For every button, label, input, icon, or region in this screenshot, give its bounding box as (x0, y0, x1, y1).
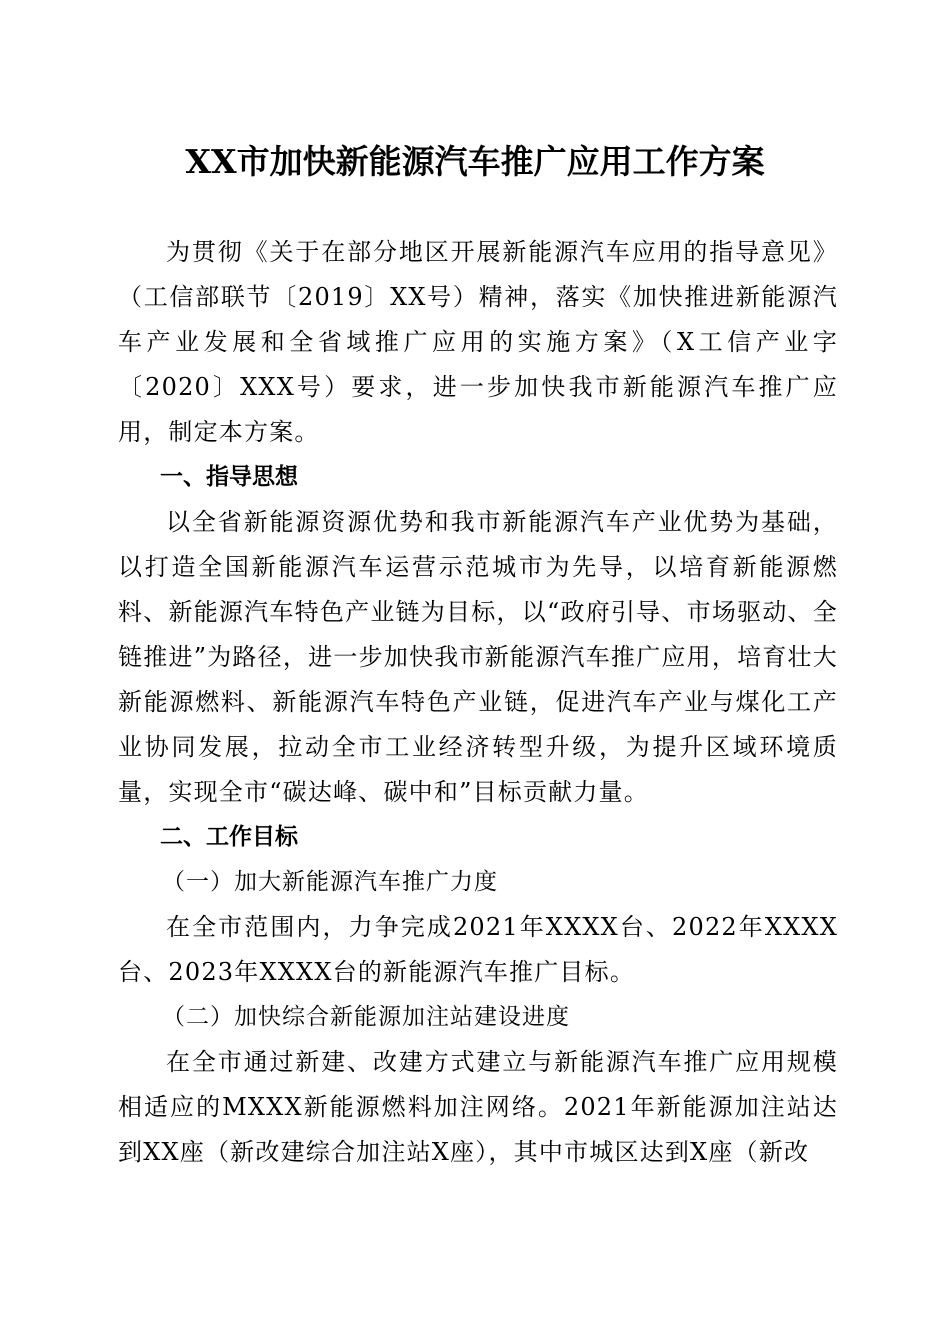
document-title: XX市加快新能源汽车推广应用工作方案 (185, 142, 765, 181)
section-heading-work-goals: 二、工作目标 (160, 824, 298, 850)
section-heading-guiding-ideology: 一、指导思想 (160, 464, 298, 490)
promotion-effort-paragraph: 在全市范围内，力争完成2021年XXXX台、2022年XXXX台、2023年XXXX台的新能源汽车推广目标。 (118, 913, 838, 986)
intro-paragraph: 为贯彻《关于在部分地区开展新能源汽车应用的指导意见》（工信部联节〔2019〕XX号）精神，落实《加快推进新能源汽车产业发展和全省域推广应用的实施方案》（X工信产业字〔2020〕XXX号）要求，进一步加快我市新能源汽车推广应用，制定本方案。 (118, 238, 838, 446)
document-body (118, 230, 838, 1175)
subheading-station-construction: （二）加快综合新能源加注站建设进度 (162, 1004, 570, 1030)
subheading-promotion-effort: （一）加大新能源汽车推广力度 (162, 869, 498, 895)
guiding-ideology-paragraph: 以全省新能源资源优势和我市新能源汽车产业优势为基础，以打造全国新能源汽车运营示范城市为先导，以培育新能源燃料、新能源汽车特色产业链为目标，以“政府引导、市场驱动、全链推进”为路径，进一步加快我市新能源汽车推广应用，培育壮大新能源燃料、新能源汽车特色产业链，促进汽车产业与煤化工产业协同发展，拉动全市工业经济转型升级，为提升区域环境质量，实现全市“碳达峰、碳中和”目标贡献力量。 (118, 508, 838, 806)
station-construction-paragraph: 在全市通过新建、改建方式建立与新能源汽车推广应用规模相适应的MXXX新能源燃料加注网络。2021年新能源加注站达到XX座（新改建综合加注站X座），其中市城区达到X座（新改 (118, 1048, 838, 1166)
